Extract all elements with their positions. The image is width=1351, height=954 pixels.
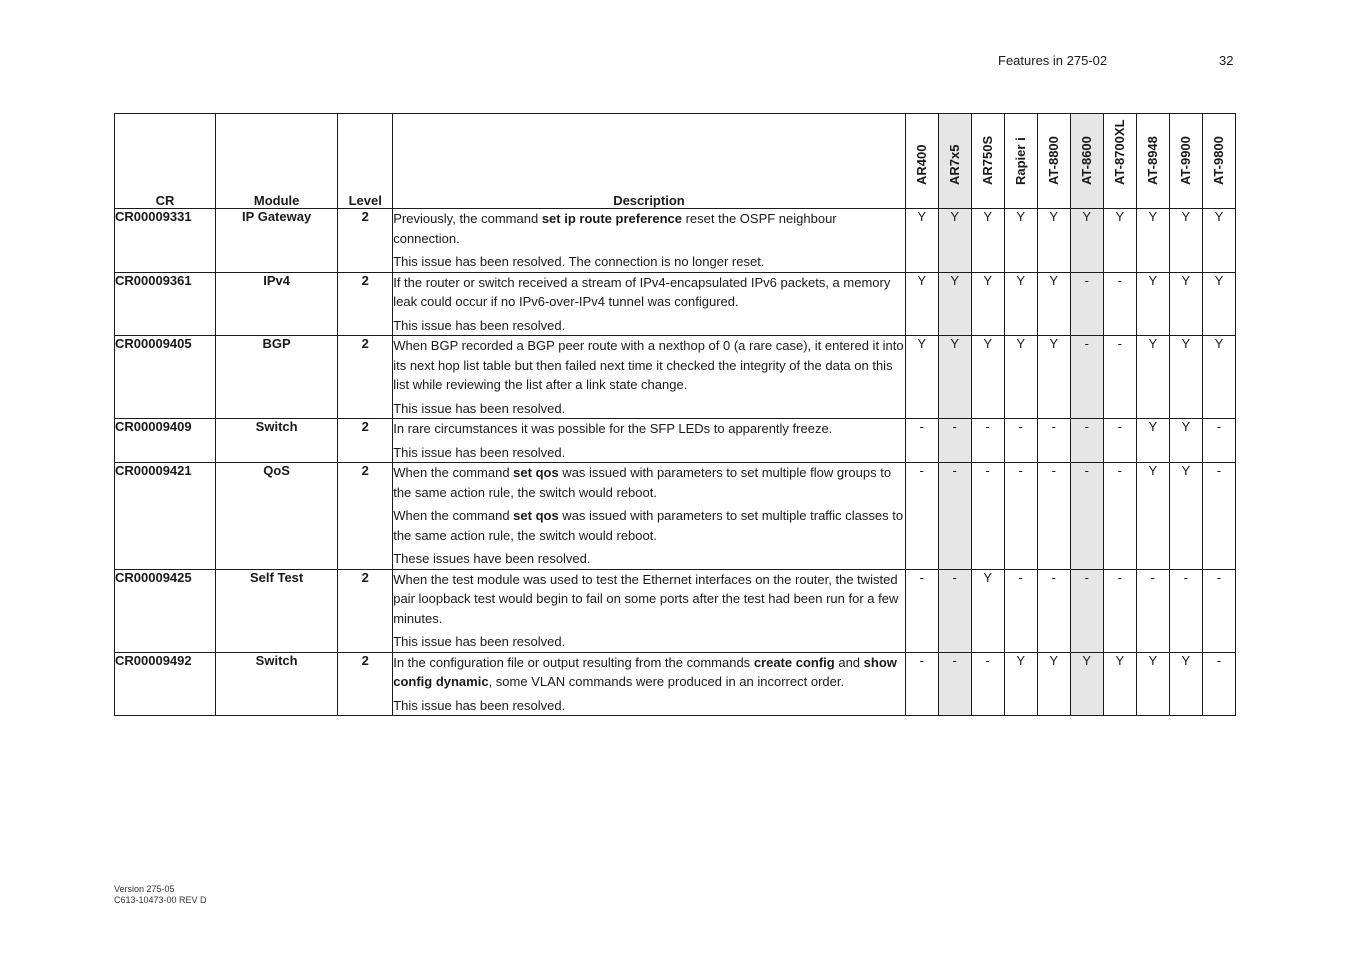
module-name: IP Gateway [216,209,338,273]
command-name: create config [753,654,835,670]
product-mark: Y [905,209,938,273]
level-value: 2 [338,463,393,570]
col-header-cr: CR [115,114,216,209]
description-paragraph: This issue has been resolved. [393,400,566,416]
description-paragraph: Previously, the command set ip route preference reset the OSPF neighbour connection. [393,211,837,246]
product-mark: Y [1037,336,1070,419]
product-mark: - [905,569,938,652]
product-mark: - [1070,463,1103,570]
product-mark: - [1037,463,1070,570]
page-footer [114,884,207,906]
col-header-product: AT-8600 [1070,114,1103,209]
col-header-product: AT-9900 [1169,114,1202,209]
module-name: IPv4 [216,272,338,336]
product-mark: Y [938,336,971,419]
product-mark: Y [1169,419,1202,463]
product-mark: - [1103,272,1136,336]
product-mark: - [1103,569,1136,652]
cr-id: CR00009425 [115,569,216,652]
product-mark: - [1037,569,1070,652]
table-row [115,419,1236,463]
col-header-description: Description [393,114,905,209]
product-mark: Y [1037,272,1070,336]
version-label: Version 275-05 [114,884,175,894]
product-mark: Y [1169,209,1202,273]
module-name: QoS [216,463,338,570]
product-mark: Y [1169,272,1202,336]
product-mark: Y [1169,652,1202,716]
col-header-product: AT-8800 [1037,114,1070,209]
product-mark: Y [1136,652,1169,716]
command-name: set qos [513,508,559,523]
product-mark: Y [1004,272,1037,336]
product-mark: - [1004,463,1037,570]
module-name: Switch [216,652,338,716]
cr-id: CR00009421 [115,463,216,570]
table-row [115,336,1236,419]
cr-id: CR00009492 [115,652,216,716]
description [393,569,905,652]
product-mark: - [1202,569,1235,652]
product-mark: - [1004,419,1037,463]
level-value: 2 [338,652,393,716]
cr-id: CR00009331 [115,209,216,273]
product-mark: - [1202,463,1235,570]
product-mark: Y [938,272,971,336]
cr-id: CR00009405 [115,336,216,419]
product-mark: Y [1037,209,1070,273]
product-mark: Y [1136,272,1169,336]
product-mark: - [971,463,1004,570]
command-name: set qos [513,465,559,480]
col-header-module: Module [216,114,338,209]
product-mark: Y [1136,419,1169,463]
table-header-row [115,114,1236,209]
description [393,209,905,273]
description-paragraph: This issue has been resolved. The connection is no longer reset. [393,254,765,269]
col-header-product: AR750S [971,114,1004,209]
product-mark: - [971,419,1004,463]
product-mark: - [1136,569,1169,652]
product-mark: - [1202,652,1235,716]
table-row [115,569,1236,652]
product-mark: - [1070,569,1103,652]
table-row [115,463,1236,570]
description [393,336,905,419]
command-name: set ip route preference [541,211,682,226]
product-mark: Y [905,272,938,336]
product-mark: - [1004,569,1037,652]
description-paragraph: When BGP recorded a BGP peer route with a nexthop of 0 (a rare case), it entered it into its next hop list table but then failed next time it checked the integrity of the data on this list while reviewing the list after a link state change. [393,338,904,392]
table-row [115,272,1236,336]
description [393,463,905,570]
col-header-product: AR400 [905,114,938,209]
product-mark: Y [1136,209,1169,273]
col-header-product: AR7x5 [938,114,971,209]
level-value: 2 [338,272,393,336]
product-mark: - [1070,272,1103,336]
issues-table [114,113,1236,716]
product-mark: Y [1202,336,1235,419]
product-mark: Y [1169,463,1202,570]
product-mark: Y [1103,652,1136,716]
description [393,272,905,336]
product-mark: Y [1004,336,1037,419]
product-mark: - [1103,419,1136,463]
description-paragraph: When the command set qos was issued with parameters to set multiple traffic classes to the same action rule, the switch would reboot. [393,508,904,543]
description-paragraph: If the router or switch received a stream of IPv4-encapsulated IPv6 packets, a memory leak could occur if no IPv6-over-IPv4 tunnel was configured. [393,274,891,309]
col-header-product: AT-8948 [1136,114,1169,209]
product-mark: Y [971,272,1004,336]
description-paragraph: When the command set qos was issued with parameters to set multiple flow groups to the same action rule, the switch would reboot. [393,465,892,500]
product-mark: - [938,652,971,716]
col-header-level: Level [338,114,393,209]
description [393,419,905,463]
product-mark: Y [971,336,1004,419]
product-mark: - [1103,336,1136,419]
level-value: 2 [338,209,393,273]
product-mark: - [1202,419,1235,463]
product-mark: - [905,463,938,570]
description-paragraph: These issues have been resolved. [393,551,591,566]
module-name: Self Test [216,569,338,652]
product-mark: - [1169,569,1202,652]
page-header [0,53,1351,71]
level-value: 2 [338,419,393,463]
section-title: Features in 275-02 [998,53,1108,68]
product-mark: - [1037,419,1070,463]
page-number: 32 [1219,53,1234,68]
product-mark: - [938,569,971,652]
description-paragraph: This issue has been resolved. [393,697,566,713]
product-mark: Y [1103,209,1136,273]
module-name: Switch [216,419,338,463]
product-mark: Y [1004,652,1037,716]
description-paragraph: This issue has been resolved. [393,634,566,649]
product-mark: Y [1136,463,1169,570]
product-mark: Y [1070,209,1103,273]
product-mark: Y [1202,209,1235,273]
description-paragraph: In rare circumstances it was possible for the SFP LEDs to apparently freeze. [393,421,833,436]
product-mark: - [971,652,1004,716]
col-header-product: AT-9800 [1202,114,1235,209]
product-mark: - [938,419,971,463]
product-mark: - [905,419,938,463]
product-mark: Y [938,209,971,273]
description-paragraph: When the test module was used to test the Ethernet interfaces on the router, the twisted pair loopback test would begin to fail on some ports after the test had been run for a few minutes. [393,571,899,626]
product-mark: - [938,463,971,570]
command-name: show config dynamic [393,654,897,689]
product-mark: Y [1037,652,1070,716]
level-value: 2 [338,569,393,652]
product-mark: - [1070,419,1103,463]
document-id: C613-10473-00 REV D [114,895,207,905]
product-mark: Y [1169,336,1202,419]
cr-id: CR00009361 [115,272,216,336]
module-name: BGP [216,336,338,419]
description-paragraph: This issue has been resolved. [393,444,566,460]
product-mark: - [905,652,938,716]
level-value: 2 [338,336,393,419]
description [393,652,905,716]
product-mark: Y [905,336,938,419]
description-paragraph: In the configuration file or output resulting from the commands create config and show config dynamic, some VLAN commands were produced in an incorrect order. [393,654,897,689]
col-header-product: AT-8700XL [1103,114,1136,209]
product-mark: - [1070,336,1103,419]
col-header-product: Rapier i [1004,114,1037,209]
cr-id: CR00009409 [115,419,216,463]
product-mark: Y [1202,272,1235,336]
product-mark: - [1103,463,1136,570]
product-mark: Y [971,569,1004,652]
product-mark: Y [1136,336,1169,419]
table-row [115,652,1236,716]
product-mark: Y [1070,652,1103,716]
table-row [115,209,1236,273]
product-mark: Y [971,209,1004,273]
description-paragraph: This issue has been resolved. [393,317,566,333]
product-mark: Y [1004,209,1037,273]
